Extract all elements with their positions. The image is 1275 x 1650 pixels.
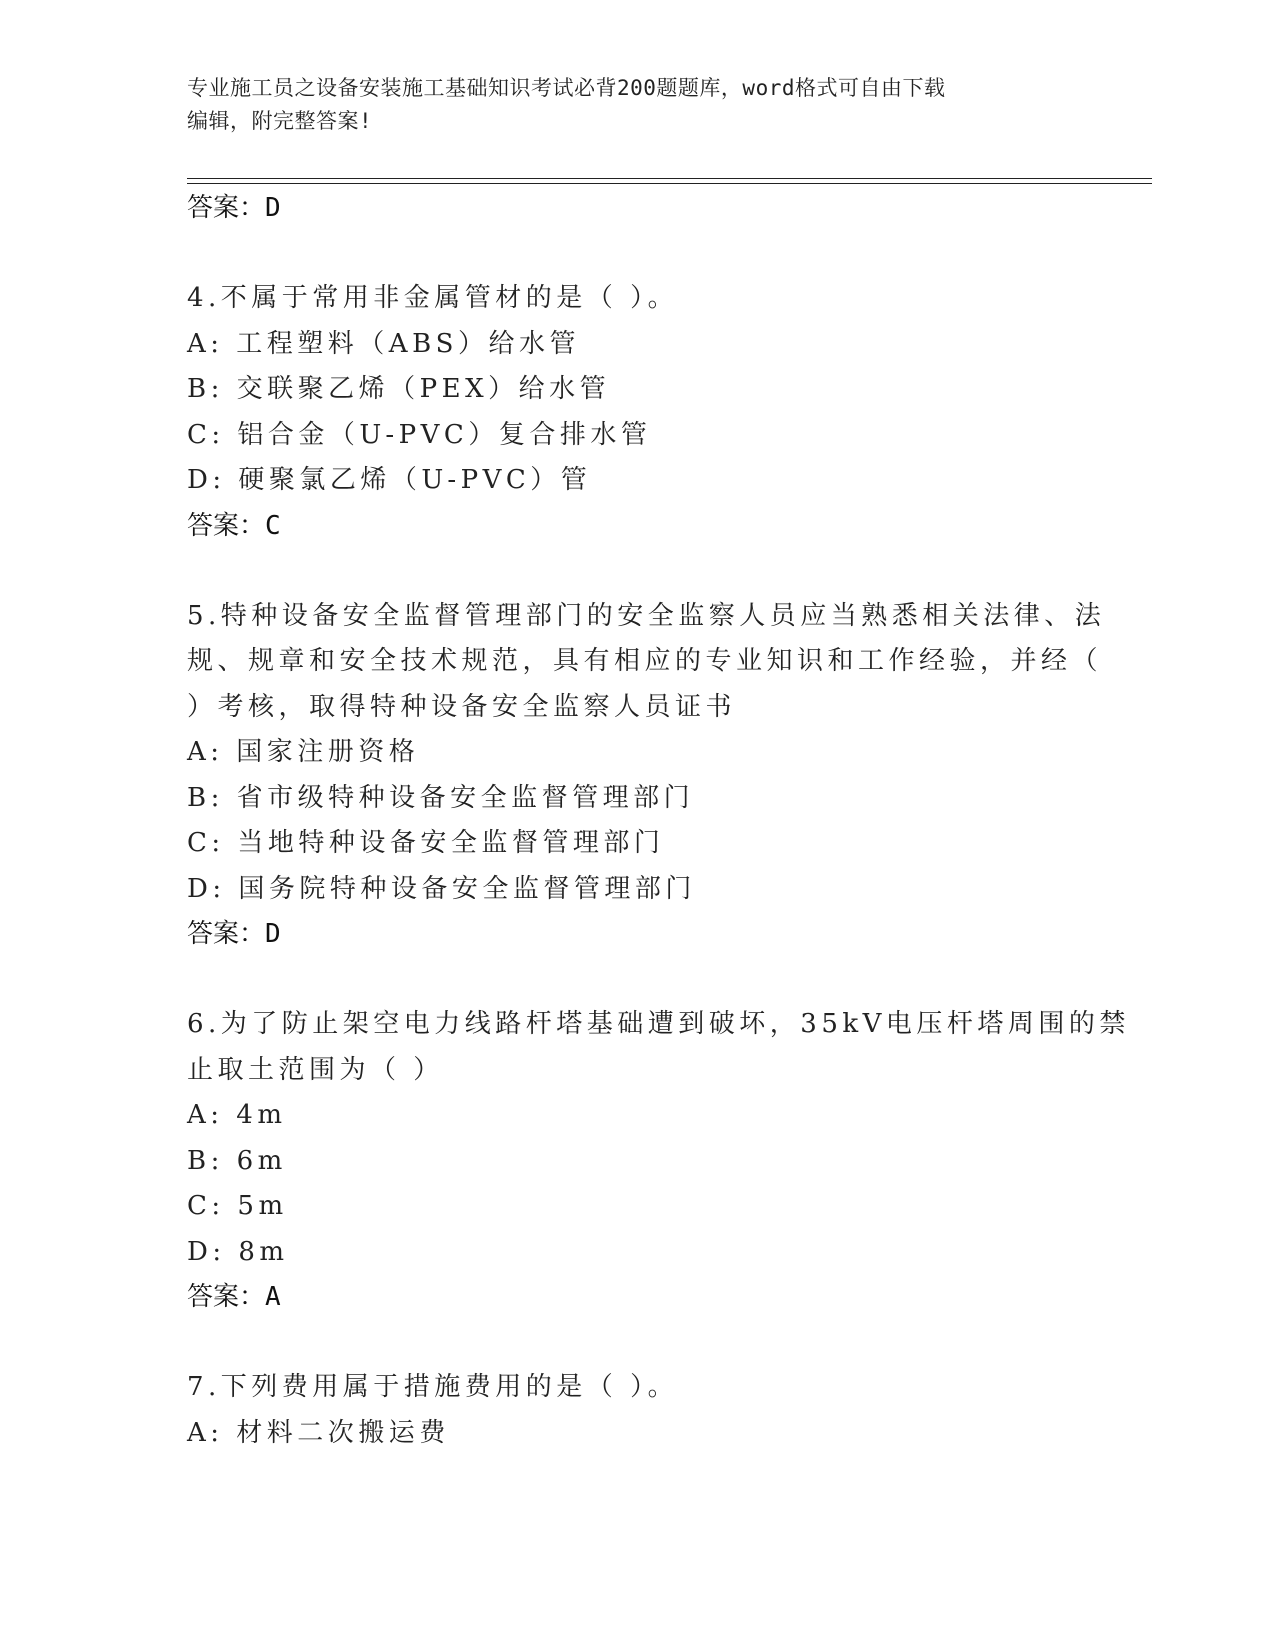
option-b: B: 交联聚乙烯（PEX）给水管 bbox=[187, 374, 611, 404]
option-c: C: 当地特种设备安全监督管理部门 bbox=[187, 828, 665, 858]
option-c: C: 铝合金（U-PVC）复合排水管 bbox=[187, 419, 652, 450]
option-b: B: 6m bbox=[187, 1145, 287, 1176]
question-text: 4.不属于常用非金属管材的是（ ）。 bbox=[187, 283, 679, 313]
question-7 bbox=[187, 1365, 1087, 1456]
spacer bbox=[187, 1320, 1087, 1365]
option-d: D: 8m bbox=[187, 1236, 289, 1267]
answer-line: 答案：D bbox=[187, 193, 281, 223]
question-text: 5.特种设备安全监督管理部门的安全监察人员应当熟悉相关法律、法 bbox=[187, 600, 1106, 631]
header-title-line-1: 专业施工员之设备安装施工基础知识考试必背200题题库，word格式可自由下载 bbox=[187, 76, 946, 100]
option-a: A: 材料二次搬运费 bbox=[187, 1417, 450, 1448]
question-4 bbox=[187, 276, 1087, 549]
question-text: 6.为了防止架空电力线路杆塔基础遭到破坏，35kV电压杆塔周围的禁 bbox=[187, 1009, 1130, 1039]
spacer bbox=[187, 231, 1087, 276]
option-a: A: 国家注册资格 bbox=[187, 737, 420, 767]
option-d: D: 国务院特种设备安全监督管理部门 bbox=[187, 873, 696, 904]
option-b: B: 省市级特种设备安全监督管理部门 bbox=[187, 782, 695, 813]
spacer bbox=[187, 549, 1087, 594]
question-text: 规、规章和安全技术规范，具有相应的专业知识和工作经验，并经（ bbox=[187, 646, 1103, 676]
header-title-line-2: 编辑，附完整答案! bbox=[187, 109, 373, 133]
question-6 bbox=[187, 1002, 1130, 1320]
question-list bbox=[187, 186, 1130, 1456]
question-text: 7.下列费用属于措施费用的是（ ）。 bbox=[187, 1372, 679, 1402]
answer-line: 答案：D bbox=[187, 919, 281, 949]
document-header bbox=[187, 72, 1067, 138]
header-divider-bottom bbox=[187, 183, 1152, 184]
option-a: A: 工程塑料（ABS）给水管 bbox=[187, 328, 580, 359]
answer-line: 答案：C bbox=[187, 510, 281, 541]
spacer bbox=[187, 957, 1087, 1002]
option-d: D: 硬聚氯乙烯（U-PVC）管 bbox=[187, 465, 592, 495]
question-text: 止取土范围为（ ） bbox=[187, 1054, 444, 1085]
question-text: ）考核，取得特种设备安全监察人员证书 bbox=[187, 691, 737, 722]
option-c: C: 5m bbox=[187, 1191, 288, 1221]
option-a: A: 4m bbox=[187, 1100, 287, 1130]
answer-line: 答案：A bbox=[187, 1282, 281, 1312]
question-5 bbox=[187, 594, 1106, 958]
header-divider-top bbox=[187, 178, 1152, 179]
